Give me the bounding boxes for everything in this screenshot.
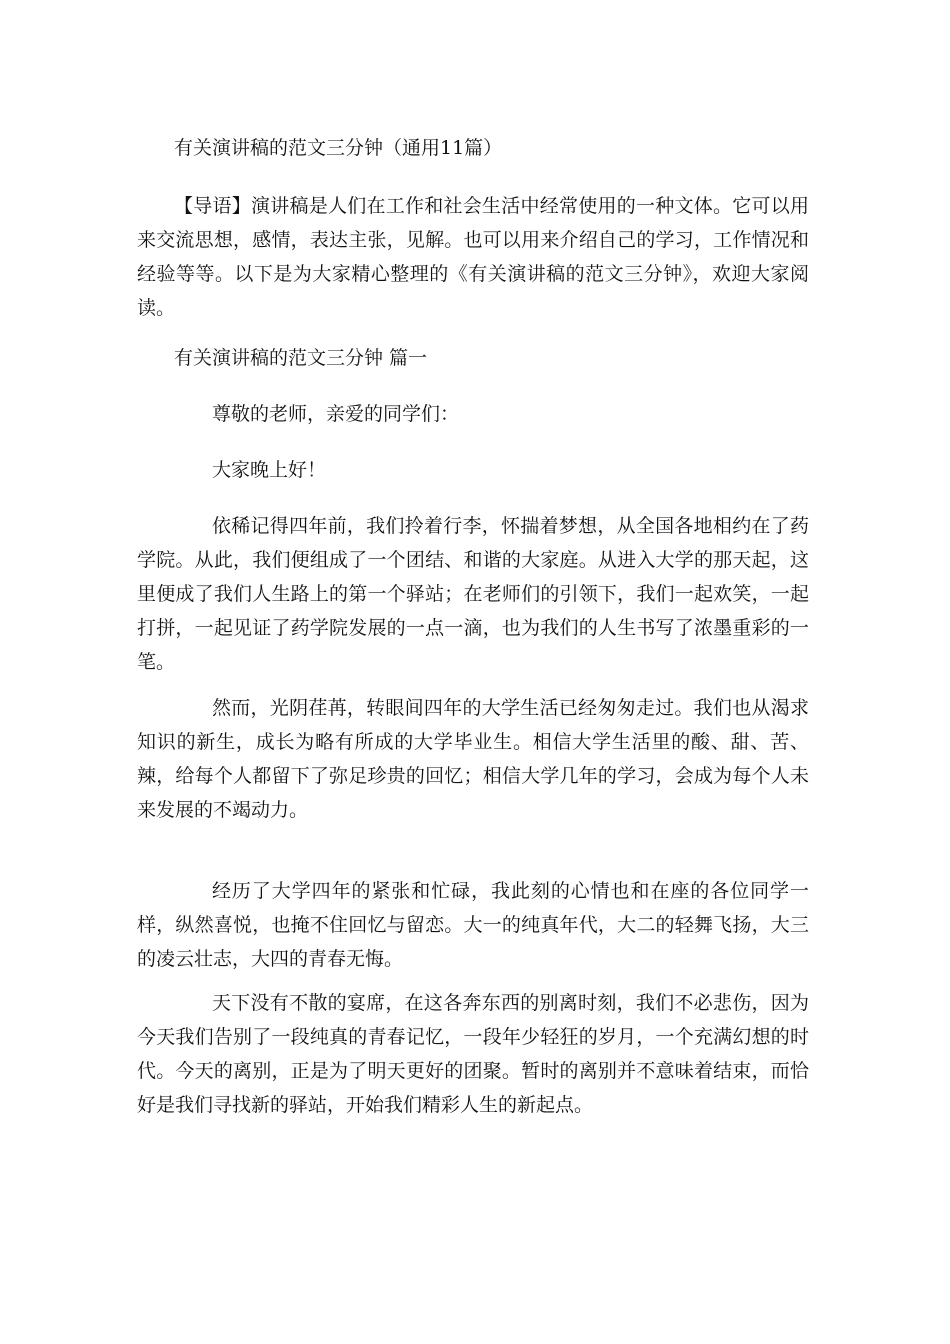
body-paragraph: 依稀记得四年前，我们拎着行李，怀揣着梦想，从全国各地相约在了药学院。从此，我们便组成了一个团结、和谐的大家庭。从进入大学的那天起，这里便成了我们人生路上的第一个驿站；在老师们的引领下，我们一起欢笑，一起打拼，一起见证了药学院发展的一点一滴，也为我们的人生书写了浓墨重彩的一笔。 bbox=[137, 515, 809, 673]
section-heading: 有关演讲稿的范文三分钟 篇一 bbox=[174, 347, 428, 369]
salutation: 尊敬的老师，亲爱的同学们： bbox=[212, 403, 460, 425]
body-paragraph: 经历了大学四年的紧张和忙碌，我此刻的心情也和在座的各位同学一样，纵然喜悦，也掩不住回忆与留恋。大一的纯真年代，大二的轻舞飞扬，大三的凌云壮志，大四的青春无悔。 bbox=[137, 880, 809, 970]
intro-paragraph: 【导语】演讲稿是人们在工作和社会生活中经常使用的一种文体。它可以用来交流思想，感情，表达主张，见解。也可以用来介绍自己的学习，工作情况和经验等等。以下是为大家精心整理的《有关演讲稿的范文三分钟》，欢迎大家阅读。 bbox=[137, 195, 809, 319]
body-paragraph: 天下没有不散的宴席，在这各奔东西的别离时刻，我们不必悲伤，因为今天我们告别了一段纯真的青春记忆，一段年少轻狂的岁月，一个充满幻想的时代。今天的离别，正是为了明天更好的团聚。暂时的离别并不意味着结束，而恰好是我们寻找新的驿站，开始我们精彩人生的新起点。 bbox=[137, 992, 809, 1116]
greeting: 大家晚上好！ bbox=[212, 459, 327, 481]
document-title: 有关演讲稿的范文三分钟（通用11篇） bbox=[174, 137, 503, 159]
body-paragraph: 然而，光阴荏苒，转眼间四年的大学生活已经匆匆走过。我们也从渴求知识的新生，成长为略有所成的大学毕业生。相信大学生活里的酸、甜、苦、辣，给每个人都留下了弥足珍贵的回忆；相信大学几年的学习，会成为每个人未来发展的不竭动力。 bbox=[137, 697, 809, 821]
